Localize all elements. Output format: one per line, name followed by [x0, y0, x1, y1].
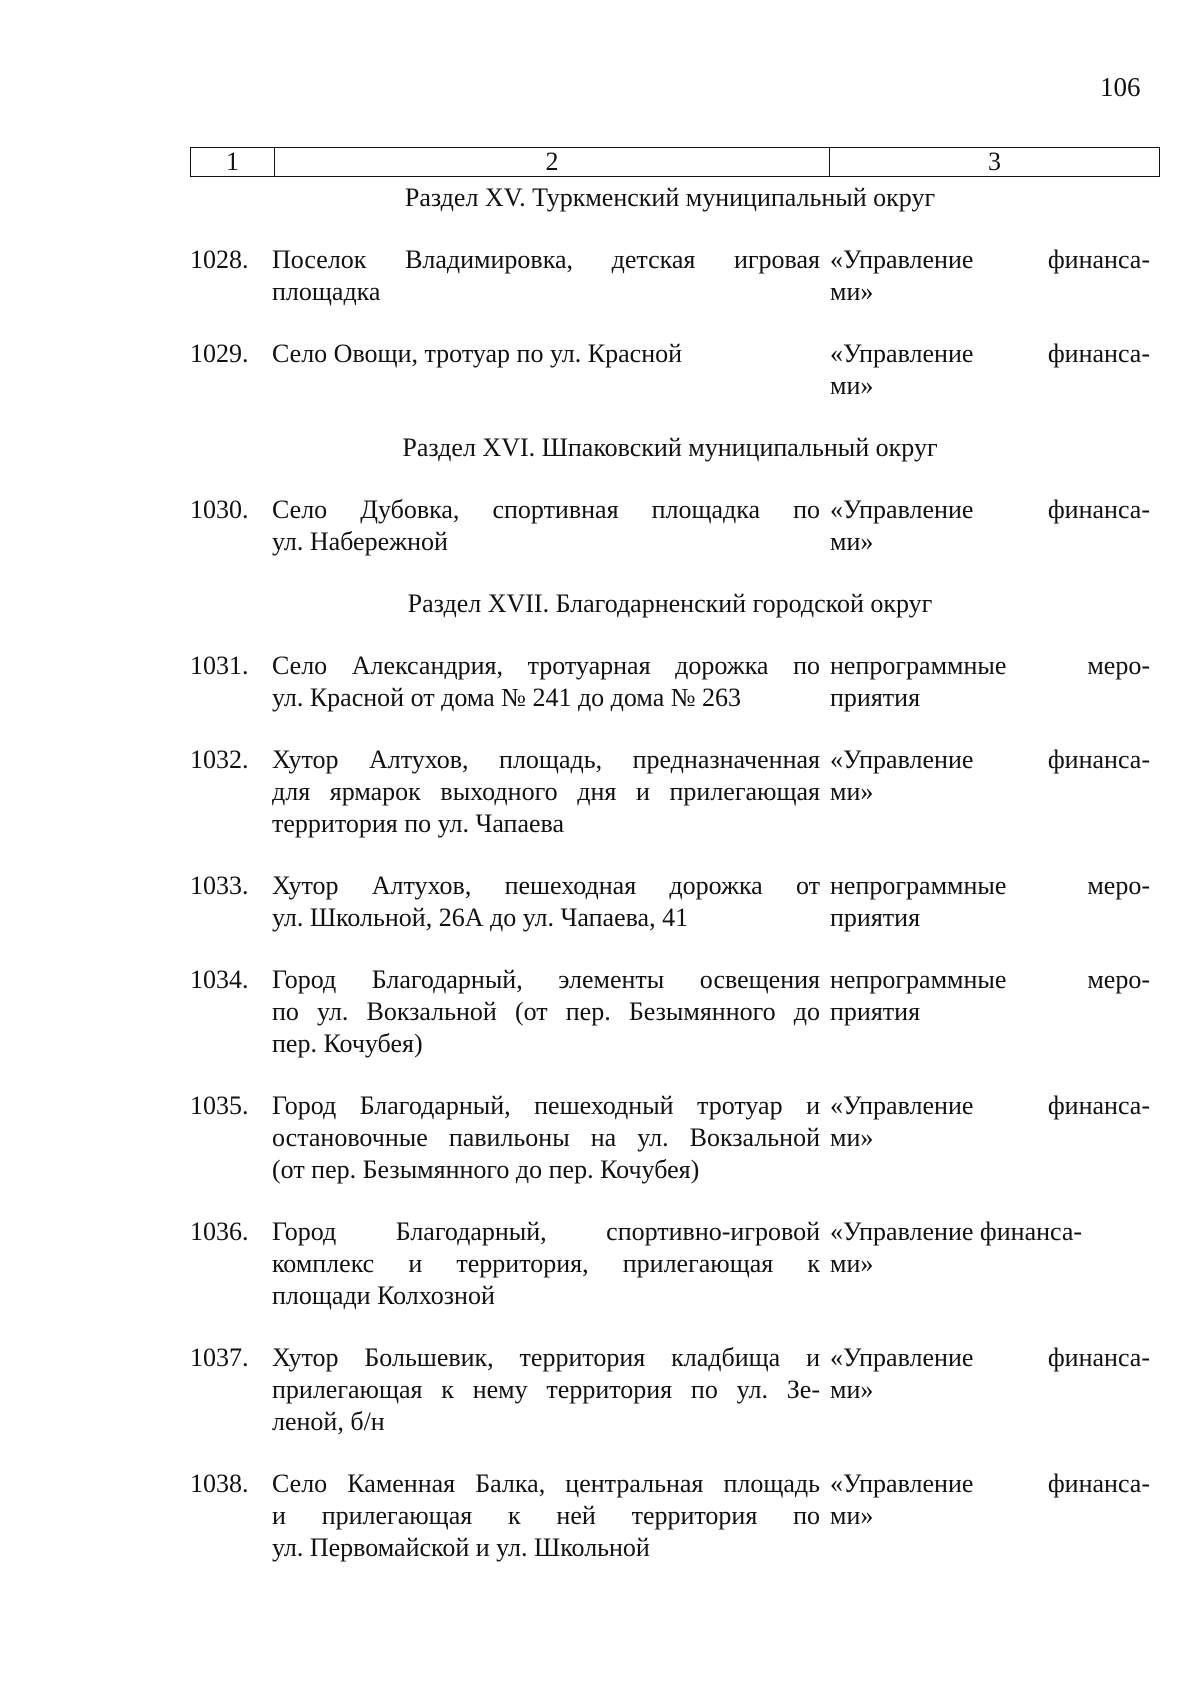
table-row	[190, 1090, 1160, 1186]
item-source	[830, 744, 1150, 840]
src-word: «Управление	[830, 745, 974, 774]
item-number: 1034.	[190, 965, 249, 994]
item-description	[270, 1342, 830, 1438]
table-row	[190, 338, 1160, 402]
desc-line: Город Благодарный, спортивно-игровой	[272, 1217, 820, 1246]
desc-line: ул. Школьной, 26А до ул. Чапаева, 41	[272, 903, 689, 932]
desc-line: ул. Набережной	[272, 527, 448, 556]
src-word: «Управление	[830, 1091, 974, 1120]
desc-line: Село Овощи, тротуар по ул. Красной	[272, 339, 683, 368]
src-line: приятия	[830, 683, 921, 712]
item-source	[830, 1090, 1150, 1186]
document-body	[190, 182, 1160, 1564]
src-word: меро-	[1087, 965, 1150, 994]
desc-line: по ул. Вокзальной (от пер. Безымянного до	[272, 997, 820, 1026]
item-source	[830, 244, 1150, 308]
item-number: 1035.	[190, 1091, 249, 1120]
src-word: «Управление финанса-	[830, 1217, 1083, 1246]
src-line: ми»	[830, 277, 874, 306]
src-line: ми»	[830, 371, 874, 400]
src-line: приятия	[830, 903, 921, 932]
item-description	[270, 494, 830, 558]
desc-line: пер. Кочубея)	[272, 1029, 423, 1058]
desc-line: ул. Красной от дома № 241 до дома № 263	[272, 683, 742, 712]
src-word: финанса-	[1047, 339, 1150, 368]
src-word: финанса-	[1047, 1091, 1150, 1120]
src-word: непрограммные	[830, 965, 1007, 994]
src-word: «Управление	[830, 495, 974, 524]
src-line: приятия	[830, 997, 921, 1026]
src-word: непрограммные	[830, 871, 1007, 900]
src-word: финанса-	[1047, 495, 1150, 524]
desc-line: (от пер. Безымянного до пер. Кочубея)	[272, 1155, 700, 1184]
item-number: 1037.	[190, 1343, 249, 1372]
header-col-1: 1	[191, 148, 275, 176]
item-number: 1029.	[190, 339, 249, 368]
src-line: ми»	[830, 1123, 874, 1152]
src-word: «Управление	[830, 339, 974, 368]
item-number: 1038.	[190, 1469, 249, 1498]
table-row	[190, 1216, 1160, 1312]
desc-line: ул. Первомайской и ул. Школьной	[272, 1533, 650, 1562]
desc-line: комплекс и территория, прилегающая к	[272, 1249, 820, 1278]
desc-line: площадка	[272, 277, 381, 306]
desc-line: Хутор Алтухов, пешеходная дорожка от	[272, 871, 820, 900]
desc-line: и прилегающая к ней территория по	[272, 1501, 820, 1530]
item-description	[270, 338, 830, 402]
item-source	[830, 1342, 1150, 1438]
item-description	[270, 870, 830, 934]
src-word: финанса-	[1047, 745, 1150, 774]
header-col-3: 3	[988, 147, 1001, 176]
desc-line: площади Колхозной	[272, 1281, 495, 1310]
src-word: финанса-	[1047, 245, 1150, 274]
item-number: 1031.	[190, 651, 249, 680]
src-word: меро-	[1087, 871, 1150, 900]
src-word: «Управление	[830, 1469, 974, 1498]
item-number: 1036.	[190, 1217, 249, 1246]
desc-line: Город Благодарный, пешеходный тротуар и	[272, 1091, 820, 1120]
desc-line: Хутор Большевик, территория кладбища и	[272, 1343, 820, 1372]
src-word: непрограммные	[830, 651, 1007, 680]
desc-line: Село Каменная Балка, центральная площадь	[272, 1469, 820, 1498]
desc-line: Село Александрия, тротуарная дорожка по	[272, 651, 820, 680]
src-word: «Управление	[830, 1343, 974, 1372]
table-row	[190, 964, 1160, 1060]
item-source	[830, 1216, 1150, 1312]
item-number: 1030.	[190, 495, 249, 524]
item-source	[830, 964, 1150, 1060]
src-line: ми»	[830, 1249, 874, 1278]
table-row	[190, 744, 1160, 840]
item-number: 1028.	[190, 245, 249, 274]
item-description	[270, 744, 830, 840]
section-title: Раздел XV. Туркменский муниципальный округ	[404, 183, 936, 212]
item-description	[270, 1090, 830, 1186]
src-line: ми»	[830, 1501, 874, 1530]
table-row	[190, 870, 1160, 934]
desc-line: Село Дубовка, спортивная площадка по	[272, 495, 820, 524]
src-word: «Управление	[830, 245, 974, 274]
table-header-row	[190, 147, 1160, 177]
desc-line: Хутор Алтухов, площадь, предназначенная	[272, 745, 820, 774]
header-col-2: 2	[275, 148, 830, 176]
item-number: 1033.	[190, 871, 249, 900]
item-description	[270, 964, 830, 1060]
desc-line: территория по ул. Чапаева	[272, 809, 565, 838]
desc-line: леной, б/н	[272, 1407, 385, 1436]
src-word: меро-	[1087, 651, 1150, 680]
item-source	[830, 494, 1150, 558]
item-source	[830, 338, 1150, 402]
desc-line: Поселок Владимировка, детская игровая	[272, 245, 820, 274]
item-source	[830, 870, 1150, 934]
table-row	[190, 494, 1160, 558]
item-description	[270, 244, 830, 308]
item-source	[830, 1468, 1150, 1564]
item-source	[830, 650, 1150, 714]
desc-line: прилегающая к нему территория по ул. Зе-	[272, 1375, 820, 1404]
desc-line: остановочные павильоны на ул. Вокзальной	[272, 1123, 820, 1152]
src-word: финанса-	[1047, 1343, 1150, 1372]
item-description	[270, 1216, 830, 1312]
desc-line: Город Благодарный, элементы освещения	[272, 965, 820, 994]
src-word: финанса-	[1047, 1469, 1150, 1498]
item-description	[270, 1468, 830, 1564]
item-number: 1032.	[190, 745, 249, 774]
table-row	[190, 650, 1160, 714]
src-line: ми»	[830, 1375, 874, 1404]
table-row	[190, 1342, 1160, 1438]
item-description	[270, 650, 830, 714]
table-row	[190, 1468, 1160, 1564]
src-line: ми»	[830, 527, 874, 556]
table-row	[190, 244, 1160, 308]
desc-line: для ярмарок выходного дня и прилегающая	[272, 777, 820, 806]
section-title: Раздел XVI. Шпаковский муниципальный округ	[402, 433, 938, 462]
section-title: Раздел XVII. Благодарненский городской округ	[407, 589, 933, 618]
src-line: ми»	[830, 777, 874, 806]
page-number: 106	[1100, 72, 1141, 102]
